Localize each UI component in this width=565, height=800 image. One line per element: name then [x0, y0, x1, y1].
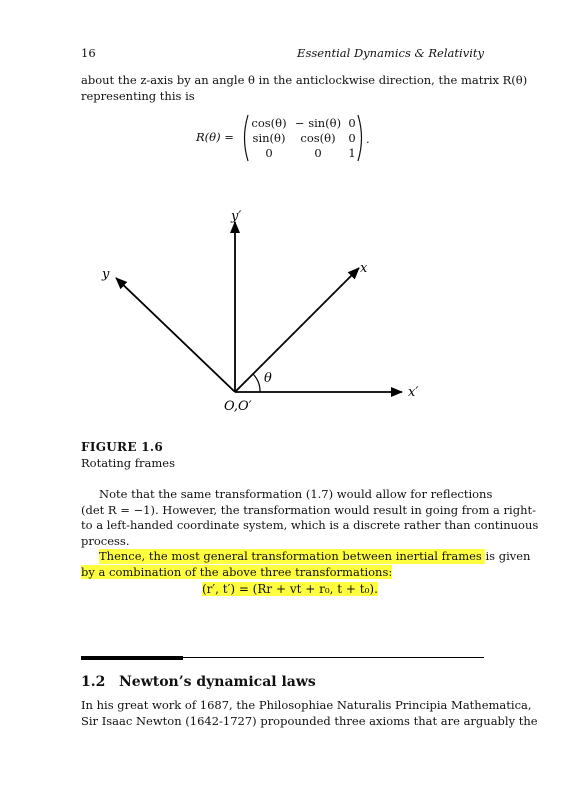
rotating-frames-diagram — [80, 200, 500, 425]
matrix-cell: − sin(θ) — [294, 116, 342, 130]
matrix-cell: 1 — [348, 146, 356, 160]
para1-line-4: process. — [81, 534, 130, 548]
right-paren — [356, 114, 366, 162]
matrix-period: . — [366, 132, 370, 146]
matrix-lhs: R(θ) = — [196, 130, 234, 144]
section-heading — [81, 674, 316, 690]
intro-line-2: representing this is — [81, 89, 195, 103]
matrix-cell: 0 — [265, 146, 273, 160]
running-title: Essential Dynamics & Relativity — [297, 46, 484, 60]
theta-arc — [253, 374, 260, 392]
figure-title: FIGURE 1.6 — [81, 440, 164, 454]
label-y: y — [102, 267, 110, 282]
intro-line-1: about the z-axis by an angle θ in the anticlockwise direction, the matrix R(θ) — [81, 73, 528, 87]
general-transformation-equation — [202, 582, 378, 596]
section-number: 1.2 — [81, 674, 106, 690]
x-axis — [235, 268, 359, 392]
para1-line-3: to a left-handed coordinate system, which is a discrete rather than continuous — [81, 518, 539, 532]
label-y-prime: y′ — [231, 209, 242, 224]
para2-line-2-wrap — [81, 565, 485, 580]
para2-line-2: by a combination of the above three transformations: — [81, 565, 393, 579]
label-theta: θ — [264, 371, 272, 386]
label-x: x — [360, 261, 368, 276]
para1-line-1: Note that the same transformation (1.7) would allow for reflections — [99, 487, 493, 501]
matrix-cell: sin(θ) — [252, 131, 286, 145]
equation-text: (r′, t′) = (Rr + vt + r₀, t + t₀). — [202, 582, 378, 596]
matrix-cell: cos(θ) — [300, 131, 336, 145]
figure-caption: Rotating frames — [81, 456, 176, 470]
label-origin: O,O′ — [224, 399, 252, 414]
section-rule-thick — [81, 656, 183, 660]
matrix-cell: 0 — [348, 116, 356, 130]
label-x-prime: x′ — [408, 385, 419, 400]
matrix-cell: 0 — [348, 131, 356, 145]
para1-line-2: (det R = −1). However, the transformation would result in going from a right- — [81, 503, 536, 517]
rotation-matrix — [196, 114, 386, 164]
section-title: Newton’s dynamical laws — [119, 674, 316, 690]
para3-line-2: Sir Isaac Newton (1642-1727) propounded three axioms that are arguably the — [81, 714, 538, 728]
matrix-cell: cos(θ) — [251, 116, 287, 130]
page-number: 16 — [81, 46, 96, 60]
para2-line-1-wrap — [81, 549, 531, 564]
para3-line-1: In his great work of 1687, the Philosophiae Naturalis Principia Mathematica, — [81, 698, 532, 712]
matrix-cell: 0 — [314, 146, 322, 160]
para2-line-1: Thence, the most general transformation between inertial frames is given — [99, 549, 531, 563]
y-axis — [116, 278, 235, 392]
